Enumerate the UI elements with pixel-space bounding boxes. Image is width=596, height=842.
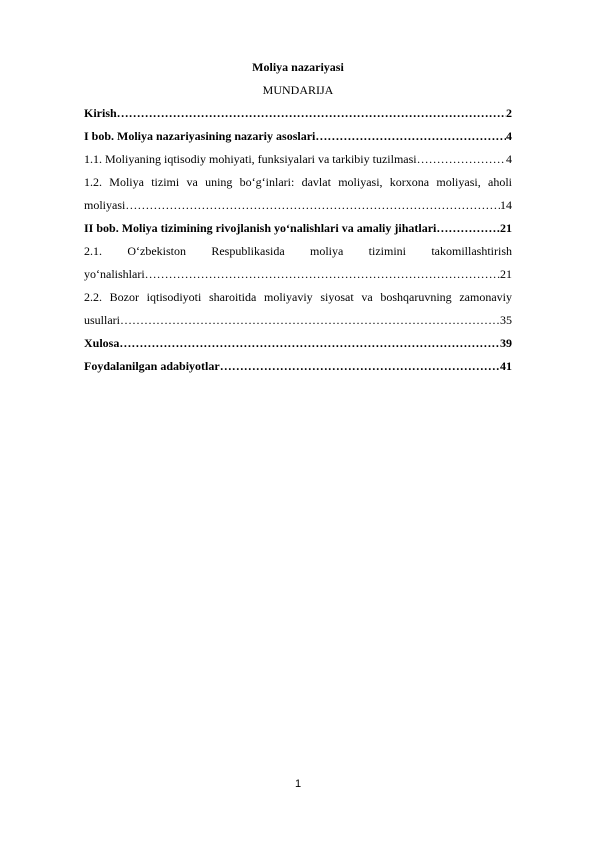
toc-entry-section-1-2[interactable] xyxy=(84,171,512,217)
page-number: 1 xyxy=(294,778,302,790)
toc-entry-text: usullari xyxy=(84,313,120,327)
toc-entry-text: 1.1. Moliyaning iqtisodiy mohiyati, funksiyalari va tarkibiy tuzilmasi xyxy=(84,152,417,166)
toc-page-number: 2 xyxy=(506,106,512,120)
toc-entry-chapter-1[interactable] xyxy=(84,125,512,148)
toc-leader-dots xyxy=(120,309,500,332)
toc-page-number: 35 xyxy=(500,313,512,327)
toc-leader-dots xyxy=(220,355,500,378)
toc-entry-text: Xulosa xyxy=(84,336,120,350)
toc-page-number: 21 xyxy=(500,267,512,281)
toc-entry-references[interactable] xyxy=(84,355,512,378)
toc-leader-dots xyxy=(417,148,506,171)
toc-page-number: 14 xyxy=(500,198,512,212)
toc-page-number: 41 xyxy=(500,359,512,373)
toc-leader-dots xyxy=(117,102,506,125)
toc-entry-text: moliyasi xyxy=(84,198,126,212)
page-title: Moliya nazariyasi xyxy=(252,60,344,74)
toc-entry-text: I bob. Moliya nazariyasining nazariy asoslari xyxy=(84,129,316,143)
toc-page-number: 4 xyxy=(506,129,512,143)
toc-leader-dots xyxy=(315,125,506,148)
toc-page-number: 4 xyxy=(506,152,512,166)
toc-leader-dots xyxy=(145,263,500,286)
toc-entry-text: yo‘nalishlari xyxy=(84,267,145,281)
toc-entry-text: Foydalanilgan adabiyotlar xyxy=(84,359,220,373)
toc-entry-text-line1: 1.2. Moliya tizimi va uning bo‘g‘inlari: davlat moliyasi, korxona moliyasi, aholi xyxy=(84,175,512,189)
toc-entry-section-1-1[interactable] xyxy=(84,148,512,171)
toc-leader-dots xyxy=(125,194,500,217)
toc-entry-xulosa[interactable] xyxy=(84,332,512,355)
toc-entry-text: II bob. Moliya tizimining rivojlanish yo‘nalishlari va amaliy jihatlari xyxy=(84,221,437,235)
toc-leader-dots xyxy=(119,332,500,355)
toc-page-number: 39 xyxy=(500,336,512,350)
toc-entry-kirish[interactable] xyxy=(84,102,512,125)
toc-entry-text-line1: 2.1. O‘zbekiston Respublikasida moliya tizimini takomillashtirish xyxy=(84,244,512,258)
toc-entry-text: Kirish xyxy=(84,106,117,120)
toc-leader-dots xyxy=(436,217,500,240)
table-of-contents xyxy=(84,102,512,378)
toc-page-number: 21 xyxy=(500,221,512,235)
toc-heading: MUNDARIJA xyxy=(262,83,334,97)
toc-entry-chapter-2[interactable] xyxy=(84,217,512,240)
toc-entry-section-2-2[interactable] xyxy=(84,286,512,332)
toc-entry-text-line1: 2.2. Bozor iqtisodiyoti sharoitida moliyaviy siyosat va boshqaruvning zamonaviy xyxy=(84,290,512,304)
toc-entry-section-2-1[interactable] xyxy=(84,240,512,286)
